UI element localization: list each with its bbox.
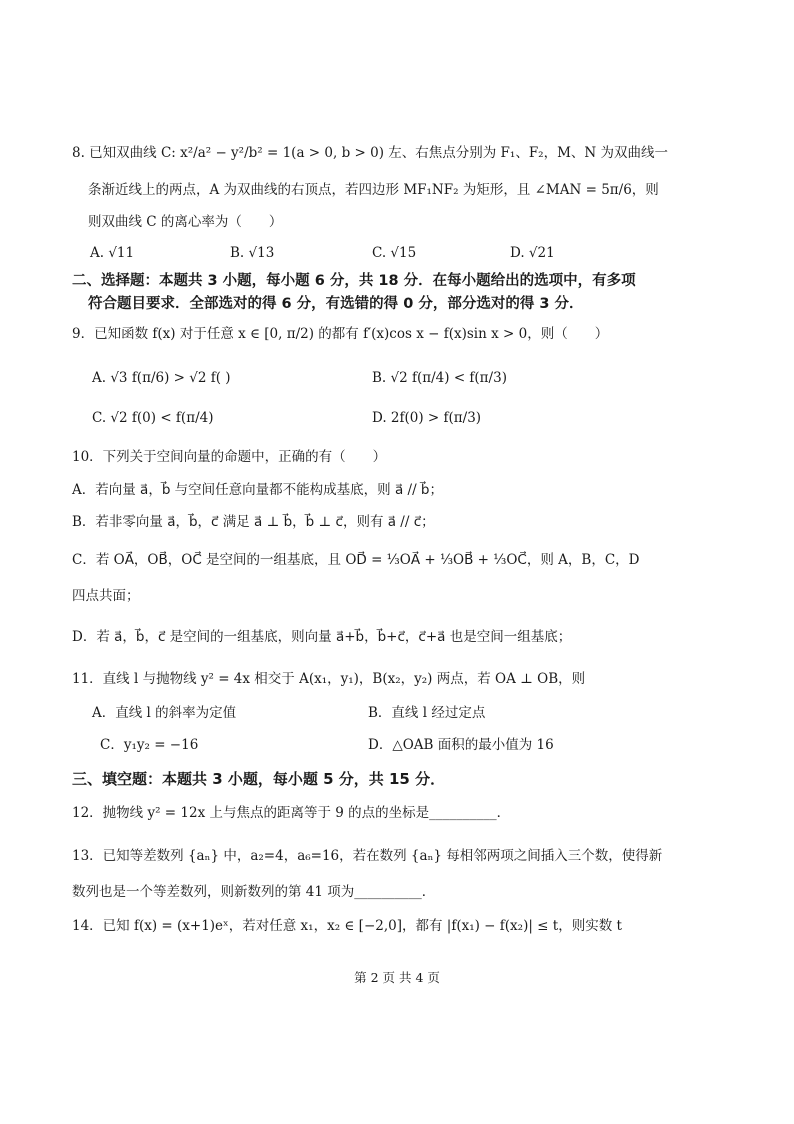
page-footer: 第 2 页 共 4 页 <box>354 970 440 985</box>
q10-option-a: A．若向量 a⃗，b⃗ 与空间任意向量都不能构成基底，则 a⃗ // b⃗； <box>72 482 443 498</box>
q8-line2: 条渐近线上的两点，A 为双曲线的右顶点，若四边形 MF₁NF₂ 为矩形，且 ∠MAN = 5π/6，则 <box>88 182 659 198</box>
q14-stem: 14．已知 f(x) = (x+1)eˣ，若对任意 x₁，x₂ ∈ [−2,0]，都有 |f(x₁) − f(x₂)| ≤ t，则实数 t <box>72 918 622 934</box>
section3-heading: 三、填空题：本题共 3 小题，每小题 5 分，共 15 分． <box>72 770 446 788</box>
q11-option-d: D．△OAB 面积的最小值为 16 <box>368 737 554 753</box>
q9-option-a: A. √3 f(π/6) > √2 f( ) <box>92 370 231 386</box>
q10-stem: 10．下列关于空间向量的命题中，正确的有（ ） <box>72 449 387 465</box>
q13-line2: 数列也是一个等差数列，则新数列的第 41 项为__________． <box>72 884 436 900</box>
q12-stem: 12．抛物线 y² = 12x 上与焦点的距离等于 9 的点的坐标是__________． <box>72 805 511 821</box>
q11-stem: 11．直线 l 与抛物线 y² = 4x 相交于 A(x₁，y₁)，B(x₂，y₂) 两点，若 OA ⊥ OB，则 <box>72 671 586 687</box>
q8-option-a: A. √11 <box>90 245 135 261</box>
q9-option-d: D. 2f(0) > f(π/3) <box>372 410 482 426</box>
q9-option-c: C. √2 f(0) < f(π/4) <box>92 410 214 426</box>
q11-option-c: C．y₁y₂ = −16 <box>100 737 199 753</box>
section2-heading-line1: 二、选择题：本题共 3 小题，每小题 6 分，共 18 分．在每小题给出的选项中，有多项 <box>72 273 636 289</box>
q10-option-b: B．若非零向量 a⃗，b⃗，c⃗ 满足 a⃗ ⊥ b⃗，b⃗ ⊥ c⃗，则有 a⃗ // c⃗； <box>72 514 435 530</box>
q10-option-d: D．若 a⃗，b⃗，c⃗ 是空间的一组基底，则向量 a⃗+b⃗，b⃗+c⃗，c⃗+a⃗ 也是空间一组基底； <box>72 629 572 645</box>
q8-option-c: C. √15 <box>372 245 417 261</box>
q10-option-c-line2: 四点共面； <box>72 588 140 604</box>
q11-option-a: A．直线 l 的斜率为定值 <box>92 705 237 721</box>
q8-line3: 则双曲线 C 的离心率为（ ） <box>88 214 283 230</box>
q11-option-b: B．直线 l 经过定点 <box>368 705 486 721</box>
q8-option-b: B. √13 <box>230 245 275 261</box>
q13-line1: 13．已知等差数列 {aₙ} 中，a₂=4，a₆=16，若在数列 {aₙ} 每相邻两项之间插入三个数，使得新 <box>72 848 663 864</box>
q9-option-b: B. √2 f(π/4) < f(π/3) <box>372 370 507 386</box>
section2-heading-line2: 符合题目要求．全部选对的得 6 分，有选错的得 0 分，部分选对的得 3 分． <box>88 296 584 312</box>
q10-option-c-line1: C．若 OA⃗，OB⃗，OC⃗ 是空间的一组基底，且 OD⃗ = ⅓OA⃗ + ⅓OB⃗ + ⅓OC⃗，则 A，B，C，D <box>72 552 640 568</box>
q8-option-d: D. √21 <box>510 245 555 261</box>
q8-line1: 8. 已知双曲线 C: x²/a² − y²/b² = 1(a > 0, b > 0) 左、右焦点分别为 F₁、F₂，M、N 为双曲线一 <box>72 145 669 161</box>
q9-stem: 9．已知函数 f(x) 对于任意 x ∈ [0, π/2) 的都有 f′(x)cos x − f(x)sin x > 0，则（ ） <box>72 326 609 342</box>
